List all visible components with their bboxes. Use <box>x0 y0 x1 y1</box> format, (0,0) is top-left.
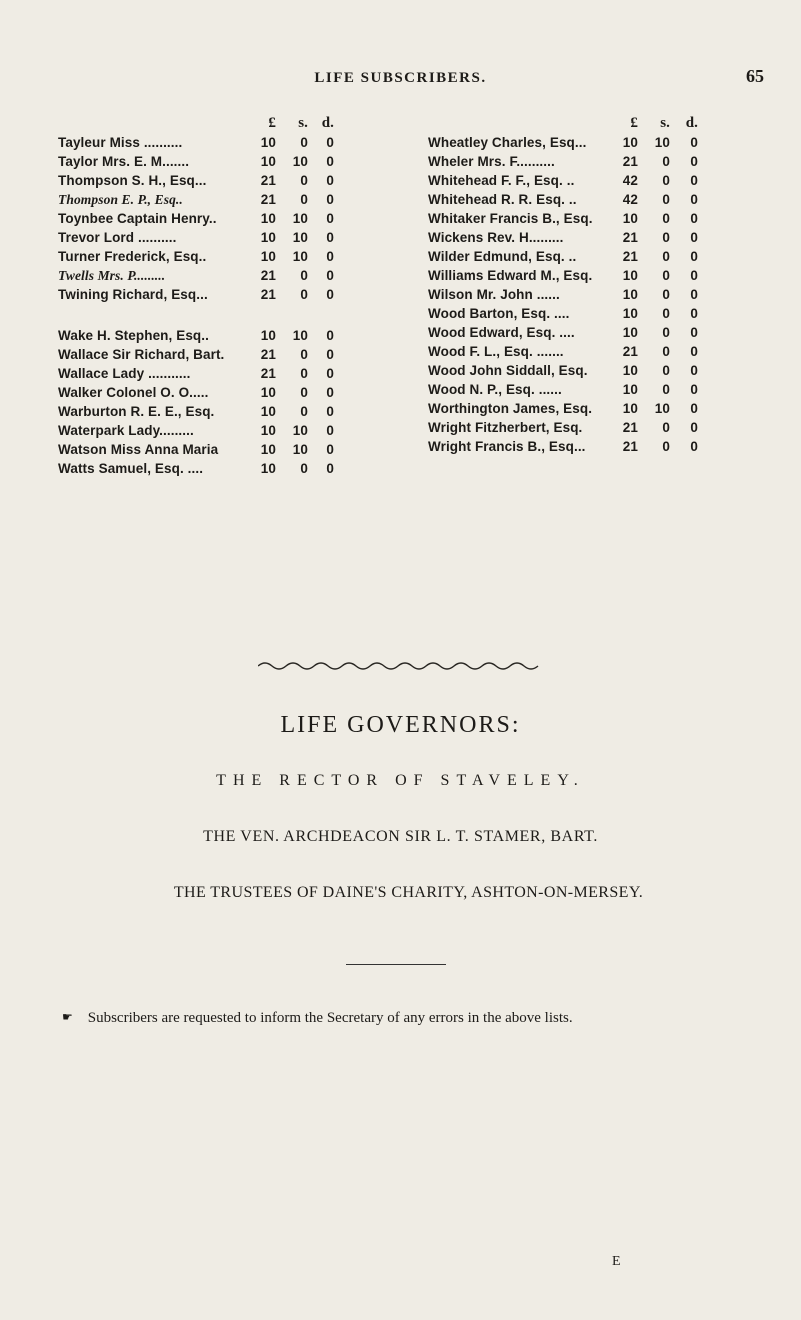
pounds-value: 21 <box>260 268 276 283</box>
wavy-rule-ornament <box>258 660 544 672</box>
shillings-value: 0 <box>662 344 670 359</box>
subscriber-row <box>58 326 358 345</box>
pence-heading: d. <box>321 115 334 131</box>
pounds-value: 21 <box>622 154 638 169</box>
pounds-value: 10 <box>622 135 638 150</box>
pence-value: 0 <box>326 404 334 419</box>
subscriber-name: Toynbee Captain Henry.. <box>58 211 217 226</box>
subscriber-row <box>58 345 358 364</box>
shillings-value: 0 <box>662 287 670 302</box>
subscriber-row <box>58 133 358 152</box>
pence-value: 0 <box>326 461 334 476</box>
pounds-value: 21 <box>622 439 638 454</box>
subscriber-row <box>428 437 728 456</box>
subscriber-name: Twells Mrs. P......... <box>58 268 166 283</box>
pounds-value: 10 <box>622 401 638 416</box>
shillings-value: 0 <box>662 192 670 207</box>
subscriber-name: Wright Francis B., Esq... <box>428 439 586 454</box>
subscriber-group-w <box>58 326 358 478</box>
subscriber-name: Worthington James, Esq. <box>428 401 593 416</box>
subscriber-group-right <box>428 133 728 456</box>
subscriber-name: Whitehead F. F., Esq. .. <box>428 173 575 188</box>
pence-value: 0 <box>690 287 698 302</box>
pence-value: 0 <box>690 363 698 378</box>
pounds-value: 10 <box>260 211 276 226</box>
left-subscriber-column <box>58 114 358 478</box>
pence-value: 0 <box>690 230 698 245</box>
subscriber-name: Wheler Mrs. F.......... <box>428 154 555 169</box>
shillings-value: 0 <box>662 325 670 340</box>
subscriber-name: Thompson S. H., Esq... <box>58 173 207 188</box>
pence-value: 0 <box>690 154 698 169</box>
pounds-value: 10 <box>260 135 276 150</box>
shillings-value: 10 <box>292 230 308 245</box>
subscriber-row <box>428 380 728 399</box>
pence-value: 0 <box>326 249 334 264</box>
life-governors-heading: LIFE GOVERNORS: <box>280 712 521 738</box>
pounds-value: 10 <box>260 154 276 169</box>
governor-line: THE TRUSTEES OF DAINE'S CHARITY, ASHTON-ON-MERSEY. <box>173 884 644 901</box>
subscriber-name: Wilder Edmund, Esq. .. <box>428 249 577 264</box>
subscriber-row <box>58 228 358 247</box>
shillings-value: 10 <box>292 154 308 169</box>
shillings-value: 10 <box>292 328 308 343</box>
pounds-value: 21 <box>622 344 638 359</box>
pence-value: 0 <box>326 268 334 283</box>
shillings-value: 0 <box>300 287 308 302</box>
subscriber-name: Watson Miss Anna Maria <box>58 442 219 457</box>
pence-value: 0 <box>690 344 698 359</box>
shillings-value: 0 <box>300 268 308 283</box>
pounds-value: 21 <box>622 230 638 245</box>
pounds-value: 10 <box>260 328 276 343</box>
subscriber-name: Waterpark Lady......... <box>58 423 194 438</box>
pounds-value: 10 <box>260 385 276 400</box>
notice-text: Subscribers are requested to inform the Secretary of any errors in the above lists. <box>87 1010 573 1026</box>
subscriber-row <box>428 323 728 342</box>
pounds-value: 10 <box>622 382 638 397</box>
subscriber-row <box>58 383 358 402</box>
subscriber-row <box>58 402 358 421</box>
pounds-value: 21 <box>260 192 276 207</box>
subscriber-name: Taylor Mrs. E. M....... <box>58 154 190 169</box>
subscriber-name: Turner Frederick, Esq.. <box>58 249 207 264</box>
subscriber-row <box>428 152 728 171</box>
governor-line: THE RECTOR OF STAVELEY. <box>216 772 585 789</box>
subscriber-row <box>428 133 728 152</box>
shillings-value: 0 <box>300 385 308 400</box>
subscriber-name: Wallace Sir Richard, Bart. <box>58 347 225 362</box>
shillings-heading: s. <box>298 115 308 131</box>
subscriber-name: Wheatley Charles, Esq... <box>428 135 587 150</box>
printer-signature-mark: E <box>612 1254 621 1269</box>
pence-value: 0 <box>690 192 698 207</box>
pence-value: 0 <box>326 211 334 226</box>
pounds-value: 10 <box>260 230 276 245</box>
subscriber-row <box>58 152 358 171</box>
pounds-value: 10 <box>622 287 638 302</box>
pence-value: 0 <box>326 423 334 438</box>
pounds-value: 21 <box>260 347 276 362</box>
group-gap <box>58 304 358 326</box>
pence-value: 0 <box>326 442 334 457</box>
shillings-value: 0 <box>662 439 670 454</box>
pence-value: 0 <box>326 347 334 362</box>
pounds-value: 10 <box>260 404 276 419</box>
shillings-value: 10 <box>292 249 308 264</box>
subscriber-row <box>428 285 728 304</box>
pounds-value: 10 <box>260 442 276 457</box>
pence-value: 0 <box>326 173 334 188</box>
subscriber-name: Whitehead R. R. Esq. .. <box>428 192 577 207</box>
pounds-value: 10 <box>260 249 276 264</box>
shillings-value: 10 <box>654 135 670 150</box>
pounds-value: 42 <box>622 192 638 207</box>
subscriber-row <box>428 171 728 190</box>
subscriber-row <box>58 459 358 478</box>
shillings-value: 0 <box>662 230 670 245</box>
subscriber-row <box>58 421 358 440</box>
running-header: LIFE SUBSCRIBERS. <box>314 70 487 86</box>
subscriber-row <box>428 304 728 323</box>
governor-line: THE VEN. ARCHDEACON SIR L. T. STAMER, BART. <box>203 828 598 845</box>
shillings-value: 0 <box>662 154 670 169</box>
shillings-value: 0 <box>662 420 670 435</box>
subscriber-row <box>428 418 728 437</box>
subscriber-name: Tayleur Miss .......... <box>58 135 183 150</box>
pounds-value: 10 <box>622 211 638 226</box>
subscriber-row <box>428 228 728 247</box>
pence-value: 0 <box>690 268 698 283</box>
pence-value: 0 <box>690 249 698 264</box>
shillings-value: 0 <box>662 363 670 378</box>
shillings-value: 10 <box>654 401 670 416</box>
errors-notice <box>62 1010 792 1027</box>
pence-value: 0 <box>326 154 334 169</box>
subscriber-name: Wilson Mr. John ...... <box>428 287 560 302</box>
pence-value: 0 <box>690 173 698 188</box>
right-subscriber-column <box>428 114 728 456</box>
pounds-value: 21 <box>260 173 276 188</box>
shillings-value: 0 <box>300 461 308 476</box>
pounds-value: 10 <box>622 325 638 340</box>
shillings-value: 0 <box>662 306 670 321</box>
pence-value: 0 <box>690 420 698 435</box>
pointing-hand-icon: ☛ <box>62 1010 73 1024</box>
subscriber-name: Twining Richard, Esq... <box>58 287 208 302</box>
pence-value: 0 <box>690 401 698 416</box>
subscriber-name: Trevor Lord .......... <box>58 230 177 245</box>
pounds-value: 10 <box>622 268 638 283</box>
subscriber-row <box>428 342 728 361</box>
subscriber-name: Williams Edward M., Esq. <box>428 268 593 283</box>
shillings-value: 0 <box>662 249 670 264</box>
shillings-value: 0 <box>662 211 670 226</box>
pence-value: 0 <box>690 211 698 226</box>
shillings-value: 10 <box>292 211 308 226</box>
subscriber-row <box>58 209 358 228</box>
shillings-value: 0 <box>300 135 308 150</box>
subscriber-name: Wickens Rev. H......... <box>428 230 564 245</box>
subscriber-group-t <box>58 133 358 304</box>
pence-value: 0 <box>326 192 334 207</box>
shillings-value: 0 <box>662 173 670 188</box>
pence-heading: d. <box>685 115 698 131</box>
column-heading-row <box>428 114 728 133</box>
subscriber-name: Wood N. P., Esq. ...... <box>428 382 562 397</box>
page-number: 65 <box>746 66 764 86</box>
subscriber-row <box>58 171 358 190</box>
shillings-value: 0 <box>300 173 308 188</box>
subscriber-name: Warburton R. E. E., Esq. <box>58 404 215 419</box>
subscriber-row <box>58 364 358 383</box>
pence-value: 0 <box>326 135 334 150</box>
pence-value: 0 <box>326 366 334 381</box>
shillings-value: 0 <box>300 366 308 381</box>
subscriber-name: Wood Barton, Esq. .... <box>428 306 570 321</box>
pounds-value: 21 <box>622 420 638 435</box>
pence-value: 0 <box>690 439 698 454</box>
pounds-value: 21 <box>622 249 638 264</box>
pence-value: 0 <box>690 382 698 397</box>
subscriber-name: Whitaker Francis B., Esq. <box>428 211 593 226</box>
subscriber-row <box>58 190 358 209</box>
subscriber-name: Wood John Siddall, Esq. <box>428 363 588 378</box>
subscriber-row <box>428 209 728 228</box>
pounds-value: 10 <box>622 363 638 378</box>
shillings-value: 10 <box>292 442 308 457</box>
subscriber-row <box>428 190 728 209</box>
subscriber-row <box>58 266 358 285</box>
shillings-value: 0 <box>662 268 670 283</box>
pence-value: 0 <box>690 135 698 150</box>
subscriber-row <box>58 285 358 304</box>
pounds-value: 10 <box>260 423 276 438</box>
subscriber-name: Wood Edward, Esq. .... <box>428 325 575 340</box>
subscriber-row <box>428 247 728 266</box>
shillings-value: 10 <box>292 423 308 438</box>
pounds-heading: £ <box>630 115 638 131</box>
column-heading-row <box>58 114 358 133</box>
subscriber-name: Wake H. Stephen, Esq.. <box>58 328 209 343</box>
shillings-value: 0 <box>300 192 308 207</box>
subscriber-row <box>428 266 728 285</box>
subscriber-row <box>58 440 358 459</box>
pounds-value: 21 <box>260 366 276 381</box>
pence-value: 0 <box>326 328 334 343</box>
pence-value: 0 <box>690 325 698 340</box>
pounds-value: 10 <box>260 461 276 476</box>
subscriber-name: Watts Samuel, Esq. .... <box>58 461 204 476</box>
pounds-value: 10 <box>622 306 638 321</box>
pence-value: 0 <box>690 306 698 321</box>
shillings-value: 0 <box>300 404 308 419</box>
pounds-heading: £ <box>268 115 276 131</box>
shillings-heading: s. <box>660 115 670 131</box>
pence-value: 0 <box>326 230 334 245</box>
shillings-value: 0 <box>300 347 308 362</box>
pounds-value: 21 <box>260 287 276 302</box>
subscriber-name: Wood F. L., Esq. ....... <box>428 344 564 359</box>
subscriber-row <box>58 247 358 266</box>
subscriber-row <box>428 361 728 380</box>
pence-value: 0 <box>326 385 334 400</box>
shillings-value: 0 <box>662 382 670 397</box>
subscriber-name: Wright Fitzherbert, Esq. <box>428 420 583 435</box>
subscriber-name: Thompson E. P., Esq.. <box>58 192 183 207</box>
subscriber-name: Walker Colonel O. O..... <box>58 385 209 400</box>
pounds-value: 42 <box>622 173 638 188</box>
short-divider <box>346 964 446 965</box>
subscriber-row <box>428 399 728 418</box>
subscriber-name: Wallace Lady ........... <box>58 366 191 381</box>
pence-value: 0 <box>326 287 334 302</box>
